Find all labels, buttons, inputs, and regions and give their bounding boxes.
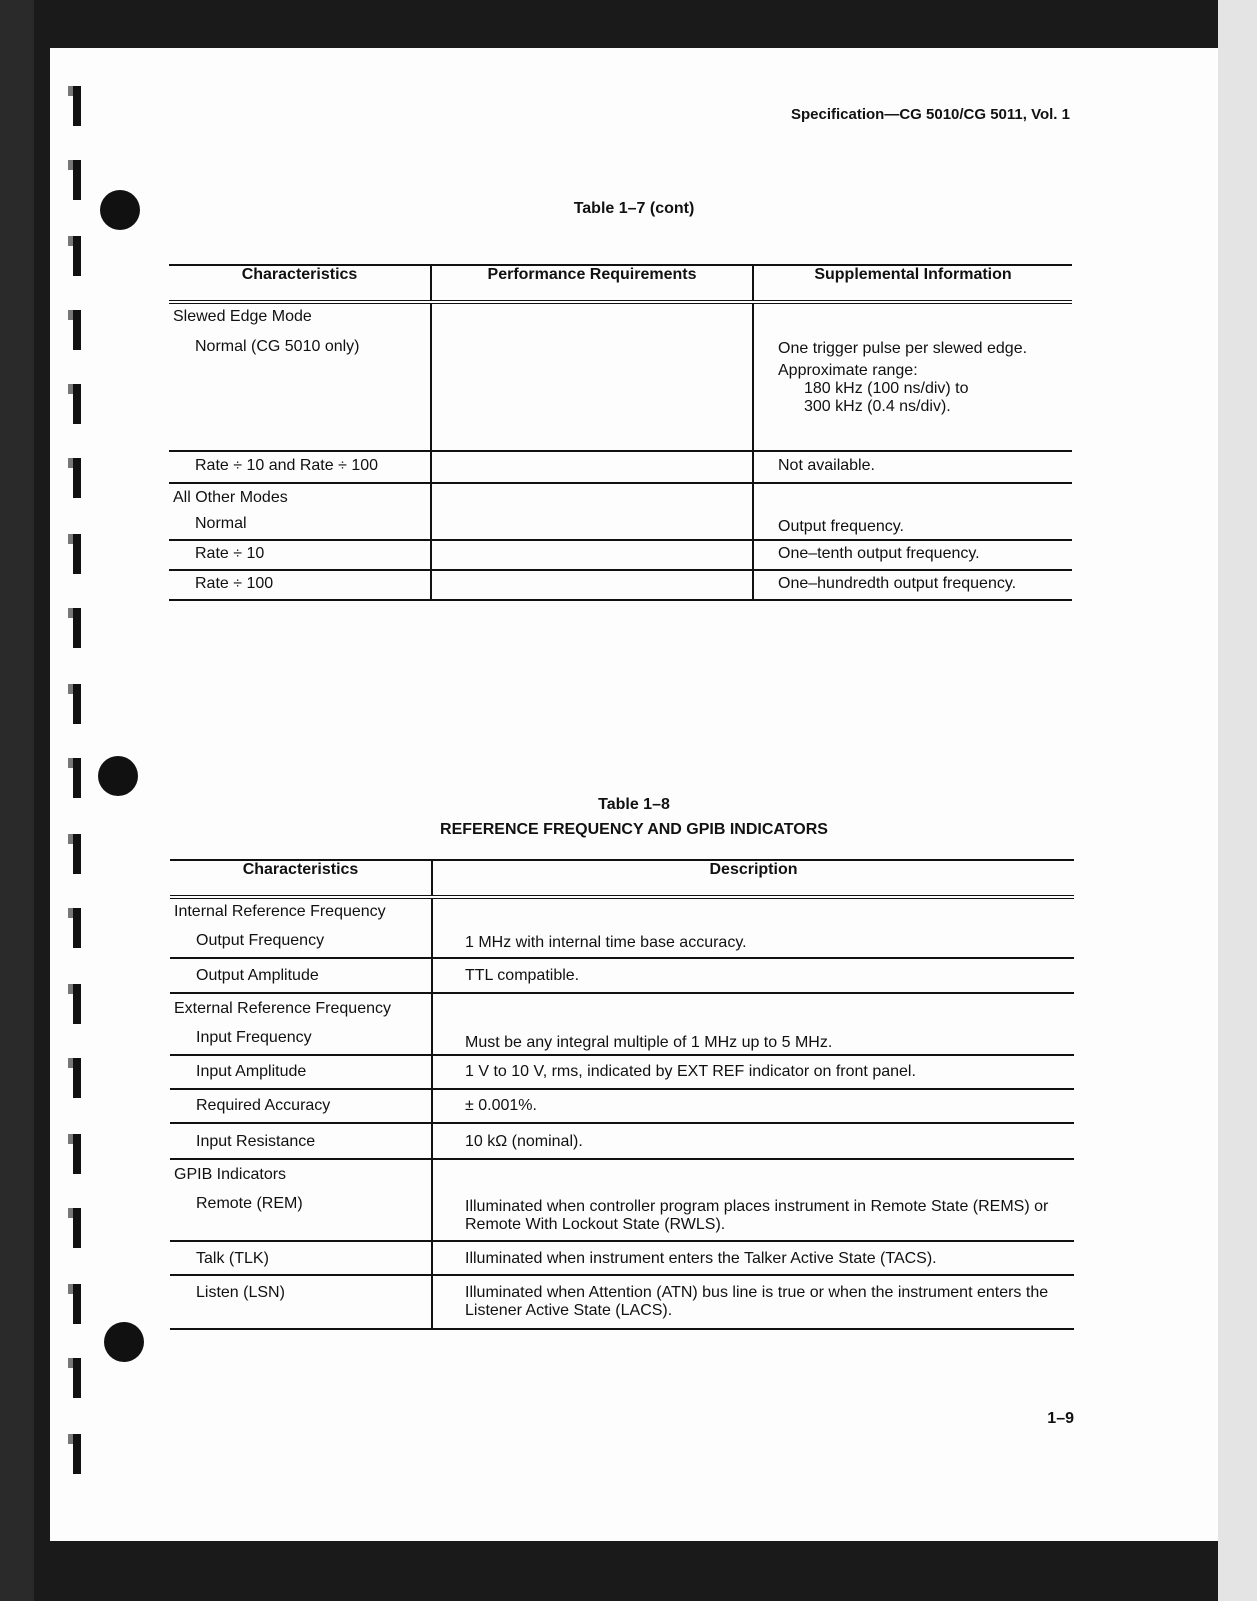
supplemental-info: 300 kHz (0.4 ns/div).: [804, 398, 951, 415]
table-row: [170, 1159, 1074, 1241]
binder-ring-mark: [73, 1284, 81, 1324]
table-row: [170, 1055, 1074, 1089]
table-row: [169, 451, 1072, 483]
binder-ring-mark: [73, 1208, 81, 1248]
binder-ring-mark: [73, 160, 81, 200]
binder-ring-mark: [73, 310, 81, 350]
row-label: Input Amplitude: [196, 1063, 307, 1080]
column-header: Performance Requirements: [431, 265, 753, 302]
row-label: Input Frequency: [196, 1029, 312, 1046]
description: 10 kΩ (nominal).: [465, 1133, 583, 1150]
binder-ring-mark: [73, 236, 81, 276]
description: ± 0.001%.: [465, 1097, 537, 1114]
supplemental-info: Not available.: [778, 457, 875, 474]
binder-ring-mark: [73, 684, 81, 724]
row-label: Listen (LSN): [196, 1284, 285, 1301]
supplemental-info: One trigger pulse per slewed edge.: [778, 340, 1028, 357]
binder-ring-mark: [73, 534, 81, 574]
group-label: Internal Reference Frequency: [174, 903, 386, 920]
binder-ring-mark: [73, 1434, 81, 1474]
column-header: Description: [432, 860, 1074, 897]
table-1-8-title: [50, 792, 1218, 842]
table-row: [169, 483, 1072, 540]
row-label: Remote (REM): [196, 1195, 303, 1212]
description: Illuminated when instrument enters the Talker Active State (TACS).: [465, 1250, 937, 1267]
binder-ring-mark: [73, 1134, 81, 1174]
description: 1 V to 10 V, rms, indicated by EXT REF indicator on front panel.: [465, 1063, 916, 1080]
page-number: 1–9: [1047, 1410, 1074, 1427]
binder-ring-mark: [73, 86, 81, 126]
column-header: Characteristics: [169, 265, 431, 302]
description: 1 MHz with internal time base accuracy.: [465, 934, 747, 951]
supplemental-info: Approximate range:: [778, 362, 918, 379]
table-row: [170, 897, 1074, 958]
column-header: Characteristics: [170, 860, 432, 897]
row-label: Normal (CG 5010 only): [195, 338, 360, 355]
row-label: Rate ÷ 10: [195, 545, 265, 562]
table-caption: REFERENCE FREQUENCY AND GPIB INDICATORS: [440, 821, 828, 838]
description: TTL compatible.: [465, 967, 580, 984]
row-label: Rate ÷ 100: [195, 575, 274, 592]
table-header-row: [169, 265, 1072, 302]
table-row: [170, 1123, 1074, 1159]
row-label: Input Resistance: [196, 1133, 316, 1150]
binder-ring-mark: [73, 1058, 81, 1098]
binder-ring-mark: [73, 1358, 81, 1398]
description: Illuminated when Attention (ATN) bus line is true or when the instrument enters the Listener Active State (LACS).: [465, 1284, 1049, 1319]
supplemental-info: One–hundredth output frequency.: [778, 575, 1017, 592]
description: Illuminated when controller program places instrument in Remote State (REMS) or Remote With Lockout State (RWLS).: [465, 1198, 1049, 1233]
document-page: [50, 48, 1218, 1541]
table-row: [170, 993, 1074, 1055]
table-header-row: [170, 860, 1074, 897]
row-label: Rate ÷ 10 and Rate ÷ 100: [195, 457, 379, 474]
row-label: Normal: [195, 515, 247, 532]
table-1-7-title: Table 1–7 (cont): [573, 200, 695, 217]
group-label: External Reference Frequency: [174, 1000, 391, 1017]
group-label: Slewed Edge Mode: [173, 308, 312, 325]
binder-ring-mark: [73, 984, 81, 1024]
table-row: [170, 1241, 1074, 1275]
table-row: [170, 1275, 1074, 1329]
binder-ring-mark: [73, 458, 81, 498]
binder-ring-mark: [73, 908, 81, 948]
table-row: [170, 958, 1074, 993]
column-header: Supplemental Information: [753, 265, 1072, 302]
table-number: Table 1–8: [598, 796, 670, 813]
table-row: [170, 1089, 1074, 1123]
running-head: Specification—CG 5010/CG 5011, Vol. 1: [790, 106, 1070, 123]
description: Must be any integral multiple of 1 MHz up to 5 MHz.: [465, 1034, 833, 1051]
row-label: Output Amplitude: [196, 967, 319, 984]
binder-ring-mark: [73, 384, 81, 424]
punch-hole: [104, 1322, 144, 1362]
table-row: [169, 540, 1072, 570]
table-row: [169, 302, 1072, 451]
row-label: Talk (TLK): [196, 1250, 269, 1267]
table-1-8: [170, 859, 1074, 1330]
group-label: GPIB Indicators: [174, 1166, 287, 1183]
table-row: [169, 570, 1072, 600]
supplemental-info: 180 kHz (100 ns/div) to: [804, 380, 969, 397]
scan-left-edge: [0, 0, 34, 1601]
row-label: Required Accuracy: [196, 1097, 331, 1114]
supplemental-info: Output frequency.: [778, 518, 904, 535]
row-label: Output Frequency: [196, 932, 325, 949]
binder-ring-mark: [73, 608, 81, 648]
scan-right-edge: [1218, 0, 1257, 1601]
group-label: All Other Modes: [173, 489, 288, 506]
punch-hole: [98, 756, 138, 796]
table-1-7: [169, 264, 1072, 601]
supplemental-info: One–tenth output frequency.: [778, 545, 980, 562]
